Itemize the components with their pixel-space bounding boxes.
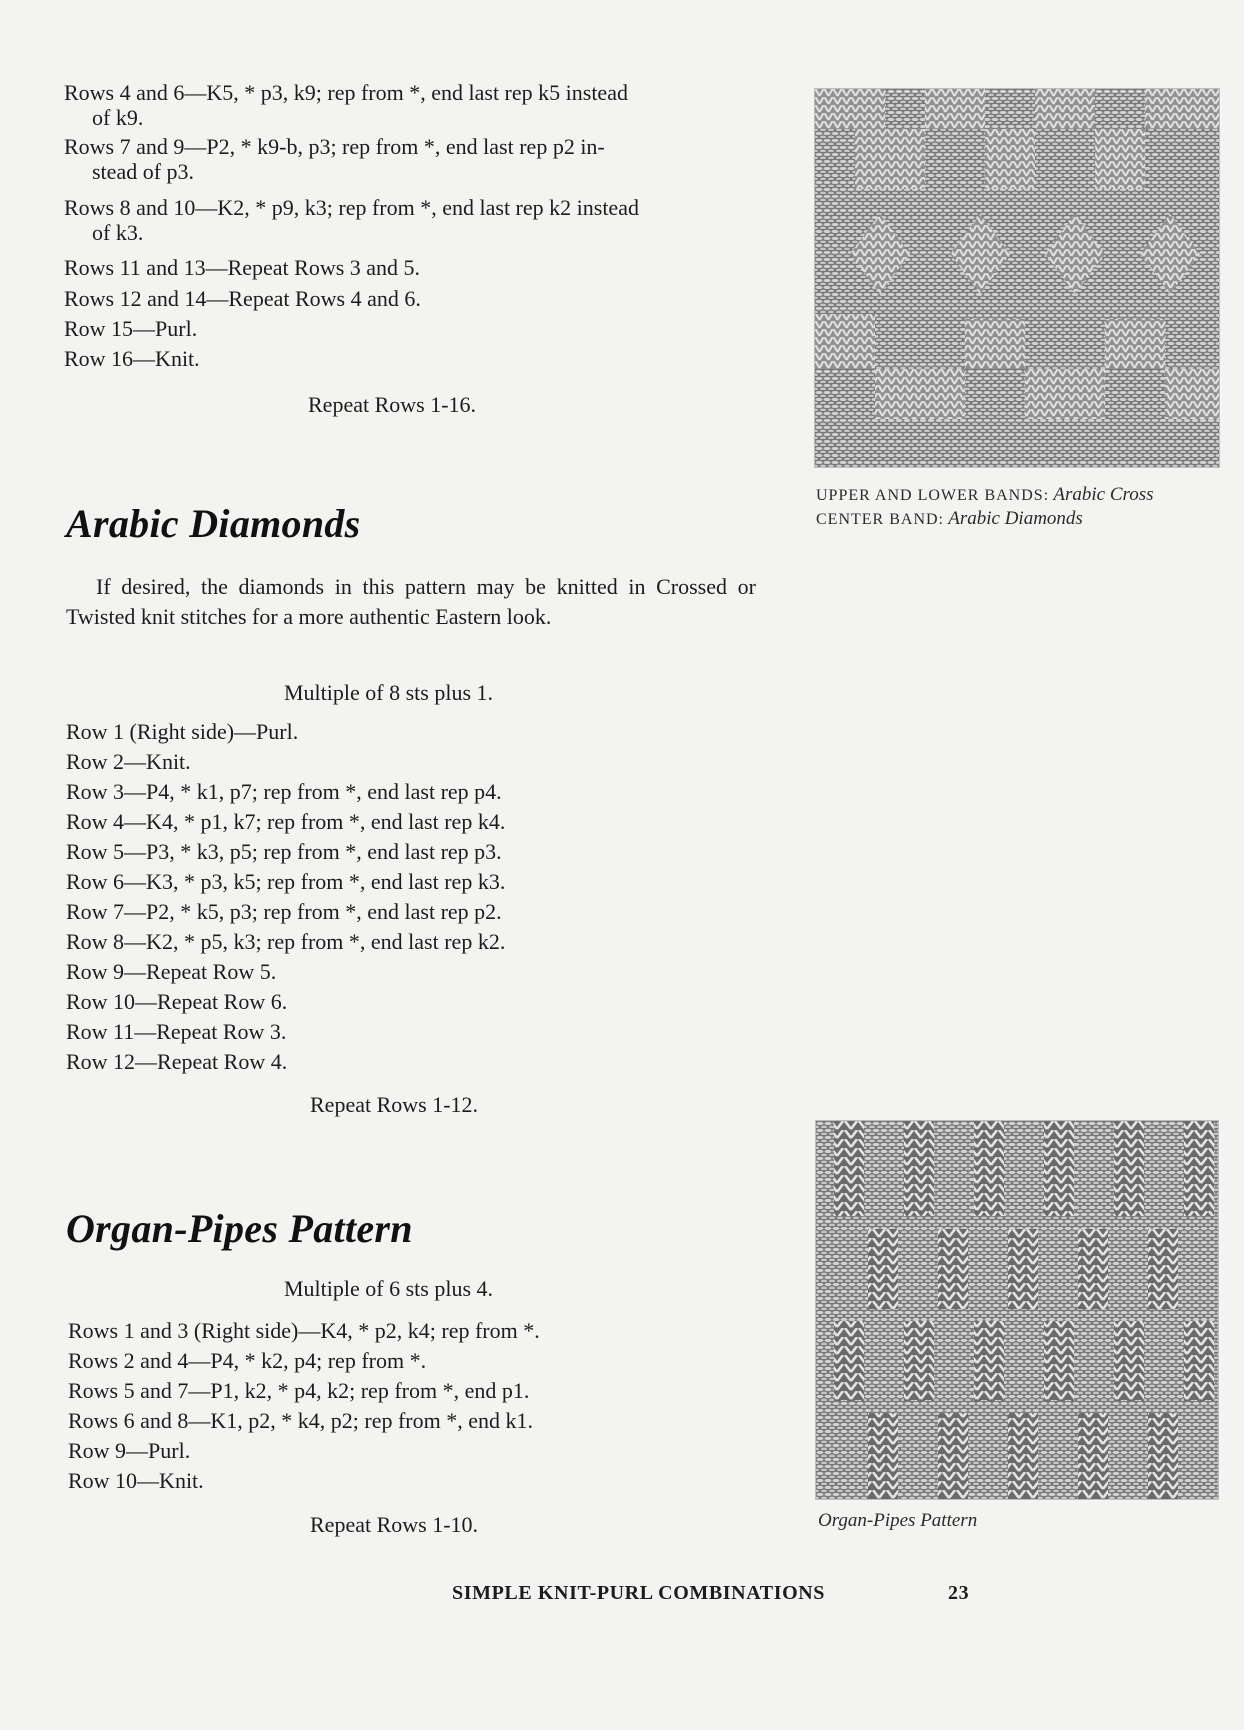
instruction-row: Rows 2 and 4—P4, * k2, p4; rep from *. [68,1348,427,1373]
instruction-row: Row 9—Repeat Row 5. [66,959,277,984]
stitch-multiple: Multiple of 6 sts plus 4. [284,1276,494,1301]
instruction-row: Rows 11 and 13—Repeat Rows 3 and 5. [64,255,421,280]
running-footer: SIMPLE KNIT-PURL COMBINATIONS [452,1582,826,1604]
instruction-row: Rows 4 and 6—K5, * p3, k9; rep from *, end last rep k5 instead [64,80,628,105]
caption-value: Arabic Diamonds [948,508,1083,529]
knit-swatch-image [815,89,1219,467]
repeat-note: Repeat Rows 1-16. [308,392,477,417]
instruction-row: Row 1 (Right side)—Purl. [66,719,299,744]
section-title: Organ-Pipes Pattern [66,1206,413,1251]
instruction-row: Rows 5 and 7—P1, k2, * p4, k2; rep from *, end p1. [68,1378,530,1403]
instruction-row: Row 12—Repeat Row 4. [66,1049,288,1074]
instruction-row: Rows 1 and 3 (Right side)—K4, * p2, k4; rep from *. [68,1318,540,1343]
instruction-row: Row 8—K2, * p5, k3; rep from *, end last rep k2. [66,929,506,954]
instruction-row: Row 10—Repeat Row 6. [66,989,288,1014]
figure-caption: Organ-Pipes Pattern [818,1510,978,1531]
instruction-row-continuation: of k3. [92,220,144,245]
instruction-row: Rows 7 and 9—P2, * k9-b, p3; rep from *, end last rep p2 in- [64,134,605,159]
instruction-row: Row 11—Repeat Row 3. [66,1019,287,1044]
instruction-row: Rows 8 and 10—K2, * p9, k3; rep from *, end last rep k2 instead [64,195,639,220]
instruction-row: Row 4—K4, * p1, k7; rep from *, end last rep k4. [66,809,506,834]
caption-label: UPPER AND LOWER BANDS: [816,487,1050,504]
instruction-row-continuation: of k9. [92,105,144,130]
figure-caption [816,484,1154,506]
caption-value: Arabic Cross [1053,484,1154,505]
stitch-multiple: Multiple of 8 sts plus 1. [284,680,494,705]
caption-label: CENTER BAND: [816,511,944,528]
section-title: Arabic Diamonds [66,501,361,546]
instruction-row: Rows 12 and 14—Repeat Rows 4 and 6. [64,286,421,311]
knit-swatch-photo-arabic [814,88,1220,468]
instruction-row: Row 6—K3, * p3, k5; rep from *, end last rep k3. [66,869,506,894]
page-number: 23 [948,1582,970,1604]
instruction-row: Rows 6 and 8—K1, p2, * k4, p2; rep from *, end k1. [68,1408,534,1433]
knit-swatch-image [816,1121,1218,1499]
instruction-row-continuation: stead of p3. [92,159,195,184]
repeat-note: Repeat Rows 1-10. [310,1512,479,1537]
instruction-row: Row 10—Knit. [68,1468,204,1493]
instruction-row: Row 16—Knit. [64,346,200,371]
figure-caption [816,508,1083,530]
instruction-row: Row 5—P3, * k3, p5; rep from *, end last rep p3. [66,839,502,864]
instruction-row: Row 15—Purl. [64,316,198,341]
repeat-note: Repeat Rows 1-12. [310,1092,479,1117]
instruction-row: Row 9—Purl. [68,1438,191,1463]
instruction-row: Row 2—Knit. [66,749,191,774]
instruction-row: Row 7—P2, * k5, p3; rep from *, end last rep p2. [66,899,502,924]
instruction-row: Row 3—P4, * k1, p7; rep from *, end last rep p4. [66,779,502,804]
knit-swatch-photo-organ-pipes [815,1120,1219,1500]
section-intro: If desired, the diamonds in this pattern may be knitted in Crossed or Twisted knit stitches for a more authentic Eastern look. [66,574,756,629]
